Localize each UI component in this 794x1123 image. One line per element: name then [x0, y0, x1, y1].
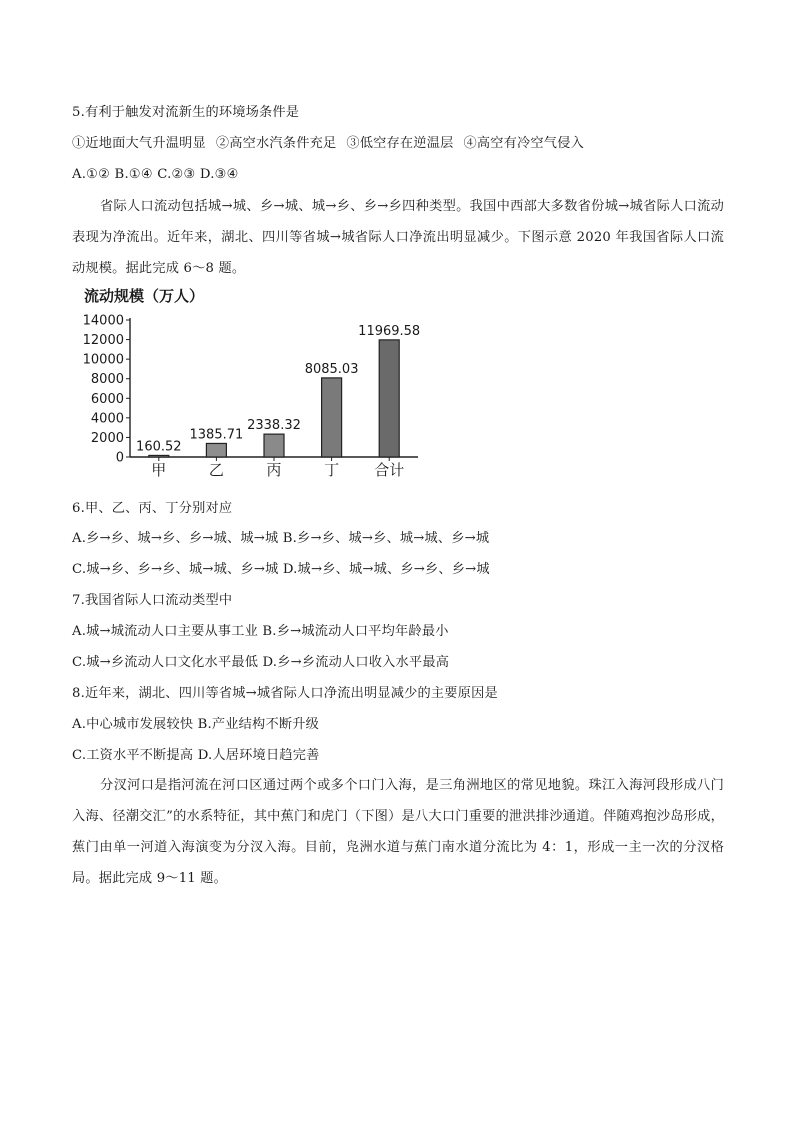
- passage-9-11: 分汊河口是指河流在河口区通过两个或多个口门入海，是三角洲地区的常见地貌。珠江入海河段形成八门入海、径潮交汇”的水系特征，其中蕉门和虎门（下图）是八大口门重要的泄洪排沙通道。伴随鸡抱沙岛形成，蕉门由单一河道入海演变为分汊入海。目前，凫洲水道与蕉门南水道分流比为 4：1，形成一主一次的分汊格局。据此完成 9～11 题。: [72, 778, 724, 886]
- question-6-options-ab: A.乡→乡、城→乡、乡→城、城→城 B.乡→乡、城→乡、城→城、乡→城: [72, 531, 490, 546]
- question-5-stem: 5.有利于触发对流新生的环境场条件是: [72, 105, 300, 120]
- y-tick-label: 14000: [82, 313, 124, 329]
- condition-4: ④高空有冷空气侵入: [463, 136, 584, 151]
- bar: [322, 378, 342, 457]
- condition-2: ②高空水汽条件充足: [215, 136, 337, 151]
- question-7-options-ab: A.城→城流动人口主要从事工业 B.乡→城流动人口平均年龄最小: [72, 624, 449, 639]
- data-label: 8085.03: [304, 361, 359, 377]
- question-7-stem: 7.我国省际人口流动类型中: [72, 593, 233, 608]
- question-6-options-cd: C.城→乡、乡→乡、城→城、乡→城 D.城→乡、城→城、乡→乡、乡→城: [72, 562, 490, 577]
- question-8-options-cd: C.工资水平不断提高 D.人居环境日趋完善: [72, 748, 320, 763]
- condition-3: ③低空存在逆温层: [346, 136, 454, 151]
- bar: [206, 443, 226, 457]
- question-8-options-ab: A.中心城市发展较快 B.产业结构不断升级: [72, 717, 319, 732]
- x-tick-label: 丙: [266, 461, 282, 479]
- question-6-stem: 6.甲、乙、丙、丁分别对应: [72, 501, 233, 516]
- x-tick-label: 乙: [208, 461, 224, 479]
- x-tick-label: 甲: [151, 461, 167, 479]
- data-label: 160.52: [136, 439, 182, 455]
- y-tick-label: 4000: [90, 411, 124, 427]
- bar: [264, 434, 284, 457]
- question-8-stem: 8.近年来，湖北、四川等省城→城省际人口净流出明显减少的主要原因是: [72, 686, 498, 701]
- data-label: 2338.32: [247, 418, 301, 434]
- passage-6-8: 省际人口流动包括城→城、乡→城、城→乡、乡→乡四种类型。我国中西部大多数省份城→城省际人口流动表现为净流出。近年来，湖北、四川等省城→城省际人口净流出明显减少。下图示意 2020 年我国省际人口流动规模。据此完成 6～8 题。: [72, 199, 724, 276]
- x-tick-label: 丁: [324, 461, 340, 479]
- data-label: 1385.71: [189, 427, 244, 443]
- y-tick-label: 6000: [90, 391, 124, 407]
- condition-1: ①近地面大气升温明显: [72, 136, 206, 151]
- population-flow-bar-chart: [72, 283, 432, 479]
- question-7-options-cd: C.城→乡流动人口文化水平最低 D.乡→乡流动人口收入水平最高: [72, 655, 450, 670]
- chart-title: 流动规模（万人）: [84, 287, 205, 305]
- y-tick-label: 10000: [82, 352, 124, 368]
- y-tick-label: 0: [115, 450, 124, 466]
- y-tick-label: 8000: [90, 372, 124, 388]
- data-label: 11969.58: [358, 323, 421, 339]
- question-5-choices: A.①② B.①④ C.②③ D.③④: [72, 167, 239, 182]
- x-tick-label: 合计: [374, 461, 405, 479]
- bar: [149, 455, 169, 457]
- question-5-conditions: [72, 135, 584, 153]
- y-tick-label: 2000: [90, 430, 124, 446]
- y-tick-label: 12000: [82, 333, 124, 349]
- bar: [379, 340, 399, 457]
